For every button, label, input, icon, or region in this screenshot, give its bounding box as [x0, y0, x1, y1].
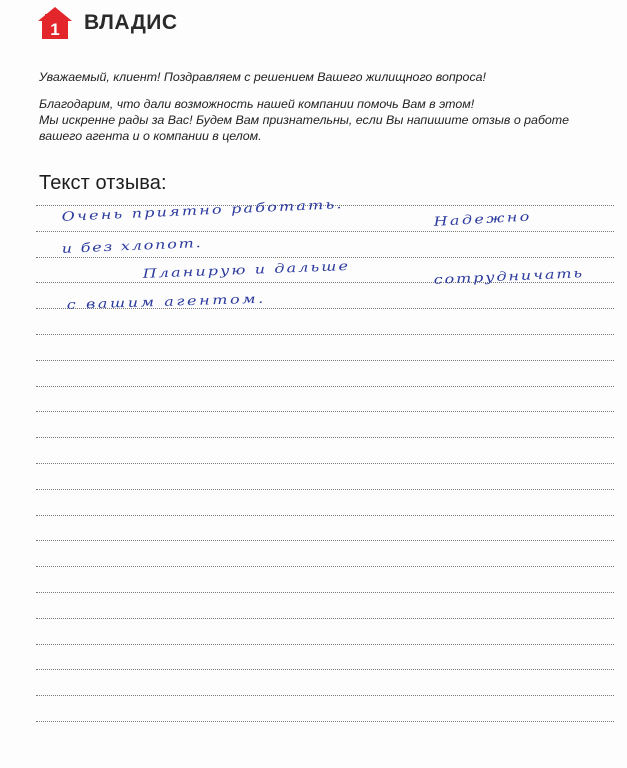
writing-line — [36, 257, 614, 258]
writing-line — [36, 721, 614, 722]
writing-line — [36, 540, 614, 541]
handwriting-line-4: с вашим агентом. — [66, 290, 267, 312]
writing-lines — [36, 0, 614, 768]
writing-line — [36, 695, 614, 696]
handwriting-line-3-end: сотрудничать — [433, 265, 585, 287]
writing-line — [36, 463, 614, 464]
writing-line — [36, 411, 614, 412]
writing-line — [36, 308, 614, 309]
writing-line — [36, 566, 614, 567]
handwriting-line-1: Очень приятно работать. — [61, 196, 344, 224]
handwriting-line-3: Планирую и дальше — [142, 258, 351, 281]
brand-name: ВЛАДИС — [84, 11, 178, 34]
greeting-text: Уважаемый, клиент! Поздравляем с решением Вашего жилищного вопроса! — [39, 70, 486, 84]
handwriting-line-1-end: Надежно — [433, 208, 533, 229]
writing-line — [36, 334, 614, 335]
writing-line — [36, 437, 614, 438]
writing-line — [36, 669, 614, 670]
handwriting-line-2: и без хлопот. — [61, 235, 203, 256]
thanks-line: Благодарим, что дали возможность нашей компании помочь Вам в этом! — [39, 97, 475, 111]
writing-line — [36, 282, 614, 283]
writing-line — [36, 644, 614, 645]
writing-line — [36, 515, 614, 516]
writing-line — [36, 360, 614, 361]
request-line: Мы искренне рады за Вас! Будем Вам признательны, если Вы напишите отзыв о работе — [39, 113, 570, 127]
writing-line — [36, 205, 614, 206]
request-line-end: вашего агента и о компании в целом. — [39, 129, 262, 143]
writing-line — [36, 386, 614, 387]
review-title: Текст отзыва: — [39, 172, 167, 194]
writing-line — [36, 618, 614, 619]
logo-digit: 1 — [50, 20, 60, 39]
writing-line — [36, 231, 614, 232]
writing-line — [36, 592, 614, 593]
writing-line — [36, 489, 614, 490]
